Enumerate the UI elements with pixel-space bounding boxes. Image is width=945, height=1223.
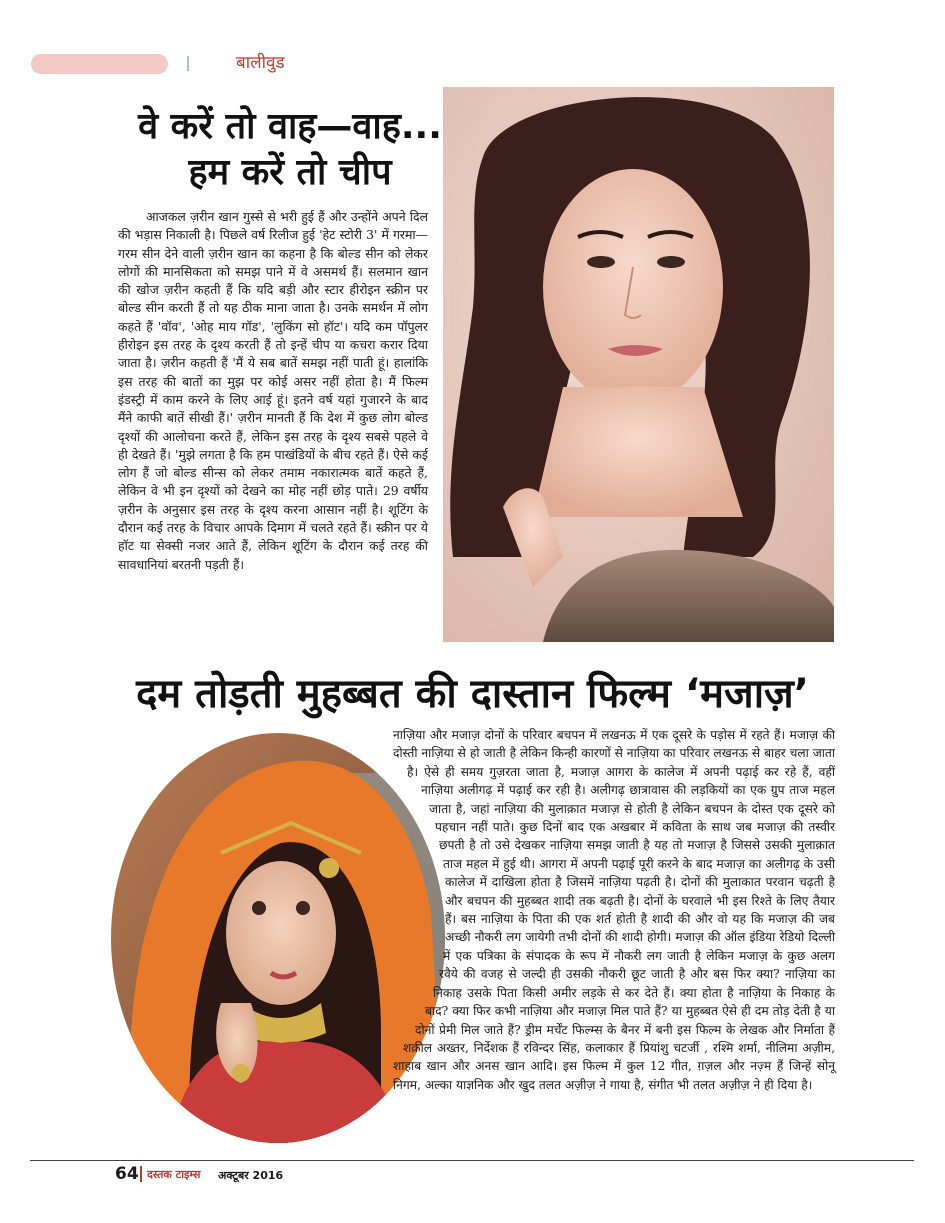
text-wrap-spacer: [393, 818, 429, 836]
text-wrap-spacer: [393, 836, 435, 854]
text-wrap-spacer: [393, 892, 445, 910]
section-label: बालीवुड: [236, 53, 285, 73]
actress-portrait-photo: [443, 87, 834, 642]
text-wrap-spacer: [393, 983, 433, 1001]
article2-body: [393, 726, 835, 1094]
article1-title-line2: हम करें तो चीप: [188, 152, 392, 193]
issue-date: अक्टूबर 2016: [218, 1169, 284, 1182]
magazine-name: दस्तक टाइम्स: [147, 1168, 201, 1181]
footer-divider: [140, 1166, 142, 1182]
text-wrap-spacer: [393, 965, 439, 983]
section-tag-pill: [31, 54, 168, 74]
text-wrap-spacer: [393, 873, 443, 891]
article2-body-text: नाज़िया और मजाज़ दोनों के परिवार बचपन में लखनऊ में एक दूसरे के पड़ोस में रहते हैं। मजाज़ की दोस्ती नाज़िया से हो जाती है लेकिन किन्ही कारणों से नाज़िया का परिवार लखनऊ से बाहर चला जाता है। ऐसे ही समय गुज़रता जाता है, मजाज़ आगरा के कालेज में अपनी पढ़ाई कर रहे हैं, वहीं नाज़िया अलीगढ़ में पढ़ाई कर रही है। अलीगढ़ छात्रावास की लड़कियों का एक ग्रुप ताज महल जाता है, जहां नाज़िया की मुलाक़ात मजाज़ से होती है लेकिन बचपन के दोस्त एक दूसरे को पहचान नहीं पाते। कुछ दिनों बाद एक अखबार में कविता के साथ जब मजाज़ की तस्वीर छपती है तो उसे देखकर नाज़िया समझ जाती है यह तो मजाज़ है जिससे उसकी मुलाक़ात ताज महल में हुई थी। आगरा में अपनी पढ़ाई पूरी करने के बाद मजाज़ का अलीगढ़ के उसी कालेज में दाखिला होता है जिसमें नाज़िया पढ़ती है। दोनों की मुलाकात परवान चढ़ती है और बचपन की मुहब्बत शादी तक बढ़ती है। दोनों के घरवाले भी इस रिश्ते के लिए तैयार हैं। बस नाज़िया के पिता की एक शर्त होती है शादी की और वो यह कि मजाज़ की जब अच्छी नौकरी लग जायेगी तभी दोनों की शादी होगी। मजाज़ की ऑल इंडिया रेडियो दिल्ली में एक पत्रिका के संपादक के रूप में नौकरी लग जाती है लेकिन मजाज़ के कुछ अलग रवैये की वजह से जल्दी ही उसकी नौकरी छूट जाती है और बस फिर क्या? नाज़िया का निकाह उसके पिता किसी अमीर लड़के से कर देते हैं। क्या होता है नाज़िया के निकाह के बाद? क्या फिर कभी नाज़िया और मजाज़ मिल पाते हैं? या मुहब्बत ऐसे ही दम तोड़ देती है या दोनों प्रेमी मिल जाते हैं? ड्रीम मर्चेंट फिल्म्स के बैनर में बनी इस फिल्म के लेखक और निर्माता हैं शक़ील अख्तर, निर्देशक हैं रविन्दर सिंह, कलाकार हैं प्रियांशु चटर्जी , रश्मि शर्मा, नीलिमा अज़ीम, शाहाब खान और अनस खान आदि। इस फिल्म में कुल 12 गीत, ग़ज़ल और नज़्म हैं जिन्हें सोनू निगम, अल्का याज्ञनिक और खुद तलत अज़ीज़ ने गाया है, संगीत भी तलत अज़ीज़ ने ही दिया है।: [393, 728, 835, 1092]
article1-title-line1: वे करें तो वाह—वाह...: [138, 106, 442, 147]
text-wrap-spacer: [393, 781, 407, 799]
text-wrap-spacer: [393, 800, 421, 818]
text-wrap-spacer: [393, 928, 445, 946]
article1-title: [100, 104, 480, 196]
text-wrap-spacer: [393, 1039, 403, 1057]
article2-title: दम तोड़ती मुहब्बत की दास्तान फिल्म ‘मजाज़’: [136, 671, 809, 717]
text-wrap-spacer: [393, 855, 439, 873]
text-wrap-spacer: [393, 947, 443, 965]
footer-rule: [30, 1160, 914, 1161]
text-wrap-spacer: [393, 1002, 425, 1020]
section-divider: [187, 56, 189, 71]
text-wrap-spacer: [393, 1020, 415, 1038]
page-number: 64: [115, 1164, 139, 1184]
article1-body: आजकल ज़रीन खान गुस्से से भरी हुई हैं और उन्होंने अपने दिल की भड़ास निकाली है। पिछले वर्ष रिलीज हुई 'हेट स्टोरी 3' में गरमा—गरम सीन देने वाली ज़रीन खान का कहना है कि बोल्ड सीन को लेकर लोगों की मानसिकता को समझ पाने में वे असमर्थ हैं। सलमान खान की खोज ज़रीन कहती हैं कि यदि बड़ी और स्टार हीरोइन स्क्रीन पर बोल्ड सीन करती हैं तो यह ठीक माना जाता है। उनके समर्थन में लोग कहते हैं 'वॉव', 'ओह माय गॉड', 'लुकिंग सो हॉट'। यदि कम पॉपुलर हीरोइन इस तरह के दृश्य करती हैं तो इन्हें चीप या कचरा करार दिया जाता है। ज़रीन कहती हैं 'मैं ये सब बातें समझ नहीं पाती हूं। हालांकि इस तरह की बातों का मुझ पर कोई असर नहीं होता है। मैं फिल्म इंडस्ट्री में काम करने के लिए आई हूं। इतने वर्ष यहां गुजारने के बाद मैंने काफी बातें सीखी हैं।' ज़रीन मानती हैं कि देश में कुछ लोग बोल्ड दृश्यों की आलोचना करते हैं, लेकिन इस तरह के दृश्य सबसे पहले वे ही देखते हैं। 'मुझे लगता है कि हम पाखंडियों के बीच रहते हैं। ऐसे कई लोग हैं जो बोल्ड सीन्स को लेकर तमाम नकारात्मक बातें कहते हैं, लेकिन वे भी इन दृश्यों को देखने का मोह नहीं छोड़ पाते। 29 वर्षीय ज़रीन के अनुसार इस तरह के दृश्य करना आसान नहीं है। शूटिंग के दौरान कई तरह के विचार आपके दिमाग में चलते रहते हैं। स्क्रीन पर ये हॉट या सेक्सी नजर आते हैं, लेकिन शूटिंग के दौरान कई तरह की सावधानियां बरतनी पड़ती हैं।: [118, 209, 428, 572]
text-wrap-spacer: [393, 910, 445, 928]
